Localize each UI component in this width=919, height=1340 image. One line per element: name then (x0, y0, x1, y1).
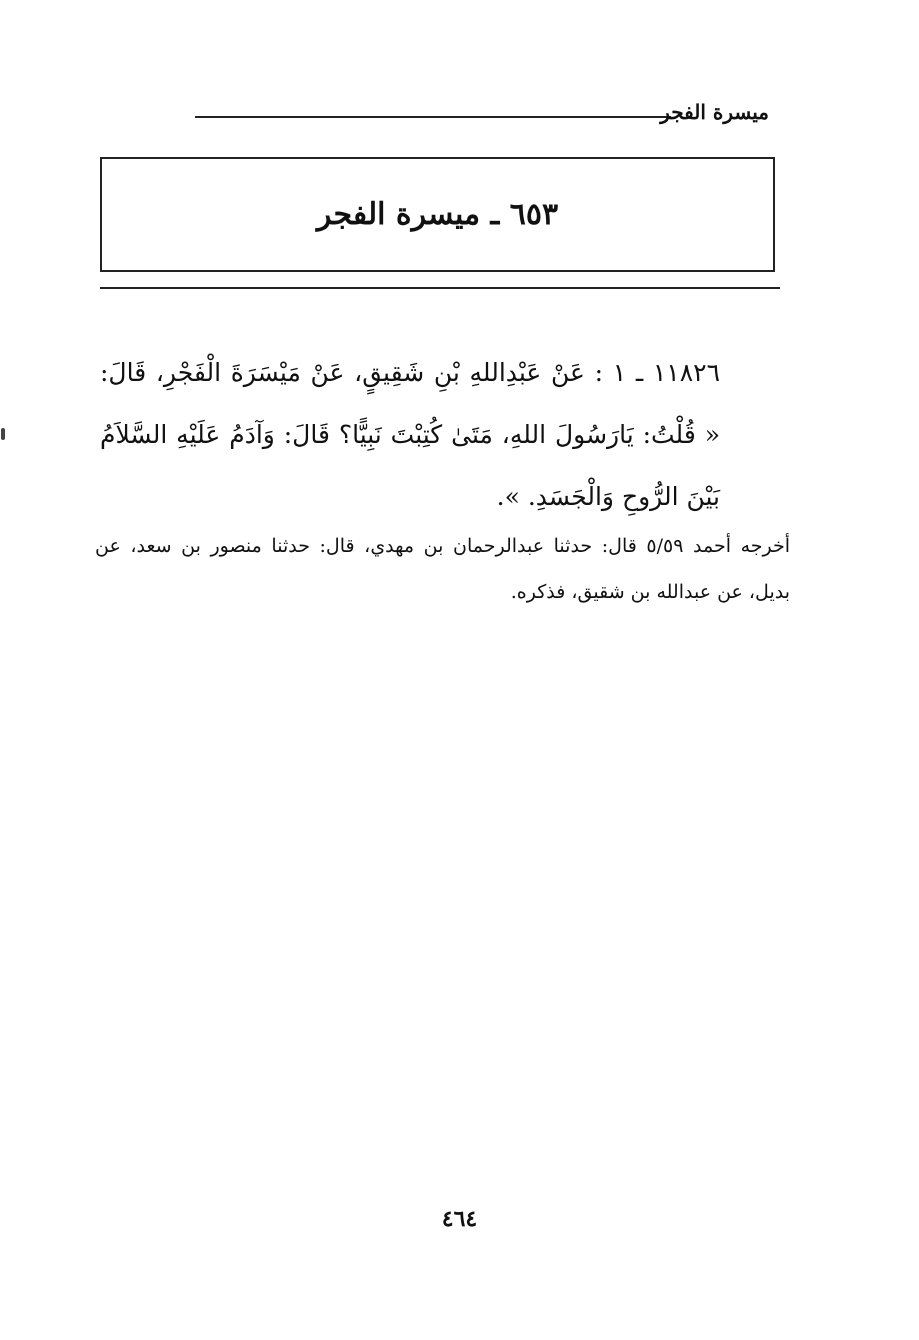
chapter-title-box (100, 157, 775, 272)
title-divider (100, 287, 780, 289)
running-title: ميسرة الفجر (660, 100, 769, 124)
margin-mark (1, 428, 5, 440)
page-number: ٤٦٤ (441, 1206, 478, 1232)
hadith-text: ١١٨٢٦ ـ ١ : عَنْ عَبْدِاللهِ بْنِ شَقِيقٍ، عَنْ مَيْسَرَةَ الْفَجْرِ، قَالَ: « قُلْتُ: يَارَسُولَ اللهِ، مَتَىٰ كُتِبْتَ نَبِيًّا؟ قَالَ: وَآدَمُ عَلَيْهِ السَّلاَمُ بَيْنَ الرُّوحِ وَالْجَسَدِ. ». (100, 358, 720, 511)
source-citation: أخرجه أحمد ٥/٥٩ قال: حدثنا عبدالرحمان بن مهدي، قال: حدثنا منصور بن سعد، عن بديل، عن عبدالله بن شقيق، فذكره. (95, 535, 791, 603)
header-rule (195, 116, 671, 118)
chapter-title: ٦٥٣ ـ ميسرة الفجر (316, 197, 559, 232)
running-header (195, 100, 769, 136)
